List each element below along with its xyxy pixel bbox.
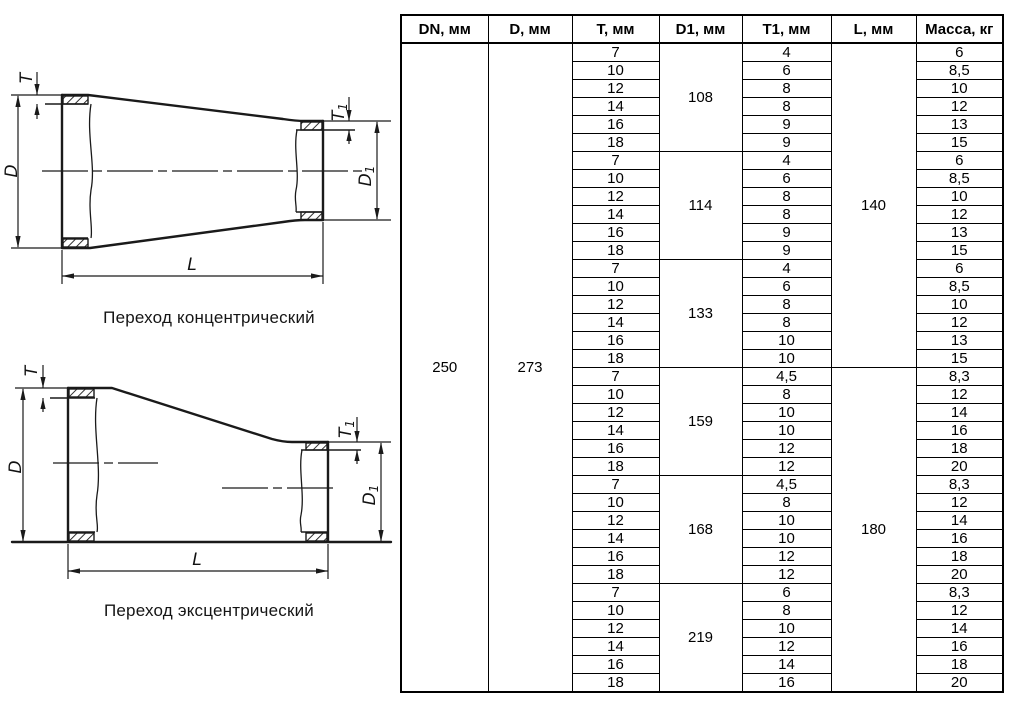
- concentric-caption: Переход концентрический: [103, 308, 315, 327]
- cell-mass: 12: [916, 386, 1003, 404]
- cell-mass: 18: [916, 656, 1003, 674]
- reducer-outline: [12, 388, 391, 542]
- cell-t1: 9: [742, 134, 831, 152]
- cell-t: 16: [572, 548, 659, 566]
- cell-t1: 12: [742, 566, 831, 584]
- cell-d1: 108: [659, 43, 742, 152]
- cell-t1: 8: [742, 206, 831, 224]
- cell-t: 14: [572, 638, 659, 656]
- cell-mass: 15: [916, 242, 1003, 260]
- cell-mass: 8,5: [916, 62, 1003, 80]
- cell-t1: 10: [742, 422, 831, 440]
- label-t: T: [22, 365, 42, 377]
- cell-t1: 12: [742, 458, 831, 476]
- spec-table-body: [401, 43, 1003, 692]
- cell-t: 7: [572, 43, 659, 62]
- cell-mass: 14: [916, 620, 1003, 638]
- cell-t1: 12: [742, 440, 831, 458]
- cell-d1: 114: [659, 152, 742, 260]
- spec-table: [400, 14, 1004, 693]
- header-t: T, мм: [572, 15, 659, 43]
- cell-mass: 8,5: [916, 278, 1003, 296]
- cell-t: 14: [572, 314, 659, 332]
- cell-t: 18: [572, 350, 659, 368]
- cell-t1: 9: [742, 224, 831, 242]
- table-row: [401, 43, 1003, 62]
- label-d: D: [6, 460, 26, 474]
- cell-t1: 10: [742, 332, 831, 350]
- cell-t: 12: [572, 512, 659, 530]
- cell-t: 16: [572, 116, 659, 134]
- cell-mass: 12: [916, 98, 1003, 116]
- break-lines: [96, 398, 303, 532]
- header-t1: T1, мм: [742, 15, 831, 43]
- cell-t1: 4: [742, 152, 831, 170]
- cell-t1: 10: [742, 620, 831, 638]
- cell-t: 7: [572, 152, 659, 170]
- cell-t: 16: [572, 224, 659, 242]
- cell-t1: 10: [742, 404, 831, 422]
- cell-t: 10: [572, 386, 659, 404]
- cell-t: 14: [572, 98, 659, 116]
- cell-mass: 8,5: [916, 170, 1003, 188]
- spec-table-container: [400, 14, 1004, 693]
- cell-mass: 8,3: [916, 584, 1003, 602]
- cell-t: 18: [572, 566, 659, 584]
- cell-t: 12: [572, 620, 659, 638]
- label-d1: D1: [356, 165, 377, 187]
- label-d1: D1: [360, 484, 381, 506]
- cell-mass: 6: [916, 260, 1003, 278]
- cell-t: 18: [572, 458, 659, 476]
- cell-mass: 8,3: [916, 476, 1003, 494]
- cell-t1: 4: [742, 43, 831, 62]
- cell-mass: 18: [916, 548, 1003, 566]
- cell-l: 140: [831, 43, 916, 368]
- cell-mass: 16: [916, 422, 1003, 440]
- cell-t1: 6: [742, 170, 831, 188]
- cell-t1: 8: [742, 80, 831, 98]
- cell-mass: 14: [916, 404, 1003, 422]
- header-d: D, мм: [488, 15, 572, 43]
- cell-mass: 20: [916, 674, 1003, 693]
- label-t1: T1: [336, 419, 357, 439]
- cell-t: 7: [572, 260, 659, 278]
- cell-t: 7: [572, 476, 659, 494]
- cell-t1: 16: [742, 674, 831, 693]
- centerlines: [53, 463, 338, 488]
- cell-t1: 12: [742, 548, 831, 566]
- cell-mass: 10: [916, 80, 1003, 98]
- cell-mass: 20: [916, 458, 1003, 476]
- cell-mass: 10: [916, 188, 1003, 206]
- dimension-T1: [336, 417, 360, 464]
- cell-t1: 8: [742, 494, 831, 512]
- label-d: D: [2, 164, 22, 178]
- cell-t: 10: [572, 602, 659, 620]
- cell-dn: 250: [401, 43, 488, 692]
- cell-t: 14: [572, 530, 659, 548]
- cell-t: 16: [572, 332, 659, 350]
- cell-t1: 4: [742, 260, 831, 278]
- cell-t: 12: [572, 188, 659, 206]
- cell-t1: 8: [742, 314, 831, 332]
- cell-mass: 20: [916, 566, 1003, 584]
- cell-t1: 4,5: [742, 476, 831, 494]
- cell-t: 14: [572, 422, 659, 440]
- label-l: L: [192, 550, 202, 570]
- cell-t: 18: [572, 674, 659, 693]
- cell-t: 14: [572, 206, 659, 224]
- cell-t: 10: [572, 170, 659, 188]
- cell-mass: 12: [916, 494, 1003, 512]
- cell-t: 18: [572, 242, 659, 260]
- cell-d1: 159: [659, 368, 742, 476]
- concentric-reducer-drawing: [0, 0, 398, 300]
- cell-t1: 9: [742, 116, 831, 134]
- cell-t: 16: [572, 440, 659, 458]
- dimension-L: [68, 544, 328, 579]
- label-t1: T1: [329, 102, 350, 122]
- cell-mass: 12: [916, 602, 1003, 620]
- cell-t1: 12: [742, 638, 831, 656]
- cell-t1: 6: [742, 584, 831, 602]
- cell-t1: 10: [742, 350, 831, 368]
- cell-t: 7: [572, 584, 659, 602]
- cell-t1: 4,5: [742, 368, 831, 386]
- cell-mass: 12: [916, 314, 1003, 332]
- cell-mass: 13: [916, 224, 1003, 242]
- cell-t: 12: [572, 296, 659, 314]
- header-l: L, мм: [831, 15, 916, 43]
- dimension-D: [6, 388, 68, 542]
- cell-t1: 8: [742, 386, 831, 404]
- cell-t: 10: [572, 278, 659, 296]
- cell-t: 12: [572, 80, 659, 98]
- cell-t1: 6: [742, 278, 831, 296]
- cell-mass: 6: [916, 152, 1003, 170]
- header-d1: D1, мм: [659, 15, 742, 43]
- cell-t1: 8: [742, 188, 831, 206]
- dimension-L: [62, 222, 323, 284]
- cell-mass: 6: [916, 43, 1003, 62]
- cell-mass: 10: [916, 296, 1003, 314]
- eccentric-reducer-drawing: [0, 355, 398, 595]
- cell-t1: 8: [742, 602, 831, 620]
- table-header-row: [401, 15, 1003, 43]
- cell-mass: 13: [916, 116, 1003, 134]
- cell-mass: 13: [916, 332, 1003, 350]
- cell-mass: 12: [916, 206, 1003, 224]
- cell-mass: 18: [916, 440, 1003, 458]
- cell-t1: 8: [742, 98, 831, 116]
- cell-t: 18: [572, 134, 659, 152]
- cell-t1: 10: [742, 530, 831, 548]
- eccentric-caption: Переход эксцентрический: [103, 601, 314, 620]
- cell-t1: 10: [742, 512, 831, 530]
- cell-t: 16: [572, 656, 659, 674]
- cell-mass: 8,3: [916, 368, 1003, 386]
- cell-d: 273: [488, 43, 572, 692]
- cell-mass: 16: [916, 530, 1003, 548]
- label-l: L: [187, 255, 197, 275]
- cell-t: 7: [572, 368, 659, 386]
- hatched-wall-sections: [69, 389, 327, 541]
- cell-t: 12: [572, 404, 659, 422]
- header-dn: DN, мм: [401, 15, 488, 43]
- cell-t1: 14: [742, 656, 831, 674]
- cell-t: 10: [572, 62, 659, 80]
- cell-mass: 15: [916, 350, 1003, 368]
- cell-d1: 219: [659, 584, 742, 693]
- header-mass: Масса, кг: [916, 15, 1003, 43]
- cell-t: 10: [572, 494, 659, 512]
- cell-t1: 6: [742, 62, 831, 80]
- dimension-D1: [328, 442, 391, 542]
- cell-mass: 14: [916, 512, 1003, 530]
- cell-t1: 9: [742, 242, 831, 260]
- cell-mass: 15: [916, 134, 1003, 152]
- cell-mass: 16: [916, 638, 1003, 656]
- cell-t1: 8: [742, 296, 831, 314]
- cell-l: 180: [831, 368, 916, 693]
- label-t: T: [17, 72, 37, 84]
- cell-d1: 168: [659, 476, 742, 584]
- cell-d1: 133: [659, 260, 742, 368]
